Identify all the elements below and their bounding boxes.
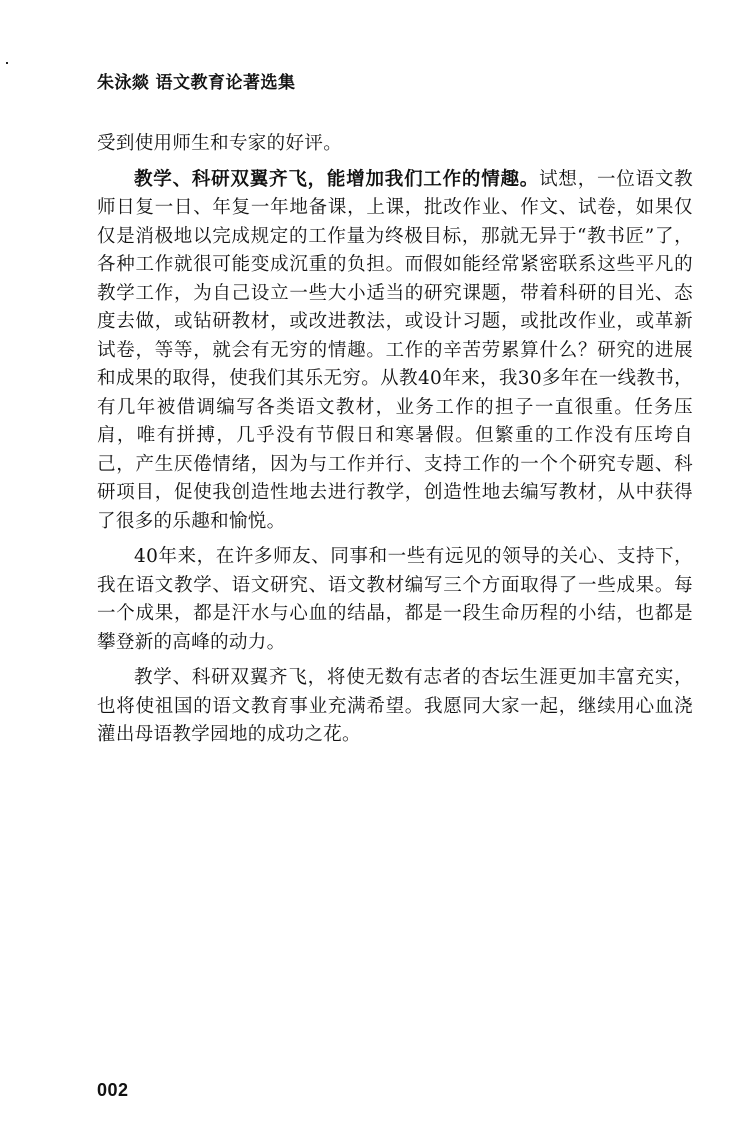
page-number: 002 — [97, 1080, 129, 1100]
paragraph-text: 教学、科研双翼齐飞，将使无数有志者的杏坛生涯更加丰富充实，也将使祖国的语文教育事业充满希望。我愿同大家一起，继续用心血浇灌出母语教学园地的成功之花。 — [97, 667, 693, 745]
paragraph-lead-sentence: 教学、科研双翼齐飞，能增加我们工作的情趣。 — [134, 168, 540, 190]
paragraph-forty-years — [97, 543, 693, 657]
paragraph-text: 受到使用师生和专家的好评。 — [97, 133, 343, 154]
header-author: 朱泳燚 — [97, 73, 150, 93]
running-header — [97, 68, 296, 93]
paragraph-conclusion — [97, 664, 693, 750]
body-text — [97, 130, 693, 757]
paragraph-text: 40年来，在许多师友、同事和一些有远见的领导的关心、支持下，我在语文教学、语文研究、语文教材编写三个方面取得了一些成果。每一个成果，都是汗水与心血的结晶，都是一段生命历程的小结，也都是攀登新的高峰的动力。 — [97, 546, 693, 653]
paragraph-continued — [97, 130, 693, 159]
paragraph-text: 试想，一位语文教师日复一日、年复一年地备课，上课，批改作业、作文、试卷，如果仅仅是消极地以完成规定的工作量为终极目标，那就无异于“教书匠”了，各种工作就很可能变成沉重的负担。而假如能经常紧密联系这些平凡的教学工作，为自己设立一些大小适当的研究课题，带着科研的目光、态度去做，或钻研教材，或改进教法，或设计习题，或批改作业，或革新试卷，等等，就会有无穷的情趣。工作的辛苦劳累算什么？研究的进展和成果的取得，使我们其乐无穷。从教40年来，我30多年在一线教书，有几年被借调编写各类语文教材，业务工作的担子一直很重。任务压肩，唯有拼搏，几乎没有节假日和寒暑假。但繁重的工作没有压垮自己，产生厌倦情绪，因为与工作并行、支持工作的一个个研究专题、科研项目，促使我创造性地去进行教学，创造性地去编写教材，从中获得了很多的乐趣和愉悦。 — [97, 168, 693, 532]
header-book-title: 语文教育论著选集 — [155, 73, 296, 93]
paragraph-teaching-research-interest — [97, 166, 693, 537]
scan-speck — [6, 62, 8, 64]
